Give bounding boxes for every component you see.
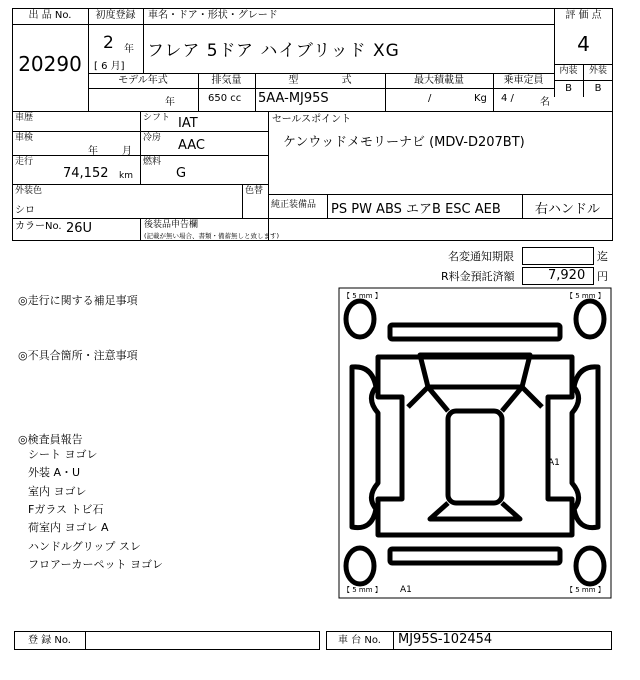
tire-tread-rr: 【 5 mm 】 bbox=[566, 586, 605, 594]
genuine-equip: PS PW ABS エアB ESC AEB bbox=[331, 202, 501, 217]
chassis-no: MJ95S-102454 bbox=[398, 632, 493, 647]
first-reg-year: 2 bbox=[103, 33, 114, 53]
exterior-color: シロ bbox=[15, 205, 35, 216]
inspection-month-unit: 月 bbox=[122, 146, 132, 157]
shift: IAT bbox=[178, 116, 198, 131]
color-no-label: カラーNo. bbox=[15, 221, 62, 232]
roof bbox=[448, 411, 502, 503]
reg-no-label: 登 録 No. bbox=[28, 635, 71, 646]
report-item: Fガラス トビ石 bbox=[28, 503, 104, 516]
left-side-panel bbox=[352, 367, 378, 528]
shift-label: シフト bbox=[143, 113, 171, 123]
score-label: 評 価 点 bbox=[565, 10, 602, 21]
capacity-unit: 名 bbox=[540, 97, 550, 108]
mileage-unit: km bbox=[119, 171, 133, 181]
exterior-label: 外装 bbox=[588, 66, 607, 76]
type-label: 型 式 bbox=[288, 75, 352, 86]
body-outline bbox=[378, 357, 572, 535]
report-item: 外装 A・U bbox=[28, 466, 81, 479]
tire-tread-fl: 【 5 mm 】 bbox=[343, 292, 382, 300]
displacement-label: 排気量 bbox=[211, 75, 242, 86]
type: 5AA-MJ95S bbox=[258, 91, 329, 106]
tire-rear-left bbox=[346, 548, 374, 584]
ac-label: 冷房 bbox=[143, 133, 162, 143]
post-equip-note: (記載が無い場合、書類・備蓄無しと致します) bbox=[144, 232, 280, 240]
history-label: 車歴 bbox=[15, 113, 34, 123]
sales-point: ケンウッドメモリーナビ (MDV-D207BT) bbox=[283, 135, 525, 150]
hood bbox=[420, 355, 530, 387]
steering: 右ハンドル bbox=[534, 202, 600, 217]
tire-front-left bbox=[346, 301, 374, 337]
right-side-panel bbox=[572, 367, 598, 528]
year-unit: 年 bbox=[124, 44, 134, 55]
max-load-label: 最大積載量 bbox=[414, 75, 464, 86]
name-change-label: 名変通知期限 bbox=[448, 250, 514, 263]
mileage-label: 走行 bbox=[15, 157, 34, 167]
sales-point-label: セールスポイント bbox=[272, 114, 352, 125]
color-change-label: 色替 bbox=[245, 186, 264, 196]
genuine-equip-label: 純正装備品 bbox=[271, 200, 317, 210]
score: 4 bbox=[577, 32, 590, 56]
exterior-color-label: 外装色 bbox=[15, 186, 43, 196]
report-item: 荷室内 ヨゴレ A bbox=[28, 521, 109, 534]
car-name: フレア 5ドア ハイブリッド XG bbox=[147, 41, 400, 61]
recycle-label: R料金預託済額 bbox=[441, 270, 515, 283]
max-load: / bbox=[428, 93, 432, 104]
rear-bumper bbox=[390, 549, 560, 563]
recycle-amount: 7,920 bbox=[548, 268, 586, 283]
tire-rear-right bbox=[576, 548, 604, 584]
inspection-year-unit: 年 bbox=[88, 146, 98, 157]
model-year-unit: 年 bbox=[165, 97, 175, 108]
first-reg-month: [ 6 月] bbox=[94, 61, 125, 72]
report-item: ハンドルグリップ スレ bbox=[28, 540, 141, 553]
inspection-label: 車検 bbox=[15, 133, 34, 143]
car-damage-diagram bbox=[338, 287, 612, 599]
fuel: G bbox=[176, 166, 187, 181]
defects-label: ◎不具合箇所・注意事項 bbox=[18, 349, 138, 362]
fuel-label: 燃料 bbox=[143, 157, 162, 167]
tire-front-right bbox=[576, 301, 604, 337]
first-reg-label: 初度登録 bbox=[95, 10, 136, 21]
displacement: 650 cc bbox=[208, 93, 242, 104]
post-equip-label: 後装品申告欄 bbox=[144, 220, 199, 230]
inspector-label: ◎検査員報告 bbox=[18, 433, 83, 446]
damage-mark-side: A1 bbox=[548, 458, 560, 468]
tire-tread-rl: 【 5 mm 】 bbox=[343, 586, 382, 594]
damage-mark-rear: A1 bbox=[400, 585, 412, 595]
lot-no: 20290 bbox=[18, 52, 82, 76]
max-load-unit: Kg bbox=[474, 93, 487, 104]
report-item: シート ヨゴレ bbox=[28, 448, 98, 461]
exterior-grade: B bbox=[594, 83, 602, 94]
report-item: 室内 ヨゴレ bbox=[28, 485, 87, 498]
capacity: 4 / bbox=[501, 93, 514, 104]
chassis-label: 車 台 No. bbox=[338, 635, 381, 646]
carname-label: 車名・ドア・形状・グレード bbox=[148, 10, 278, 21]
name-change-unit: 迄 bbox=[597, 250, 608, 263]
tire-tread-fr: 【 5 mm 】 bbox=[566, 292, 605, 300]
color-no: 26U bbox=[66, 221, 93, 236]
lot-no-label: 出 品 No. bbox=[28, 10, 72, 21]
capacity-label: 乗車定員 bbox=[503, 75, 544, 86]
model-year-label: モデル年式 bbox=[118, 75, 168, 86]
front-pillars bbox=[408, 387, 542, 411]
interior-label: 内装 bbox=[559, 66, 578, 76]
front-bumper bbox=[390, 325, 560, 339]
ac: AAC bbox=[178, 138, 205, 153]
driving-notes-label: ◎走行に関する補足事項 bbox=[18, 294, 138, 307]
report-item: フロアーカーペット ヨゴレ bbox=[28, 558, 163, 571]
recycle-unit: 円 bbox=[597, 270, 608, 283]
mileage: 74,152 bbox=[63, 166, 109, 181]
name-change-box bbox=[522, 247, 594, 265]
interior-grade: B bbox=[565, 83, 572, 94]
